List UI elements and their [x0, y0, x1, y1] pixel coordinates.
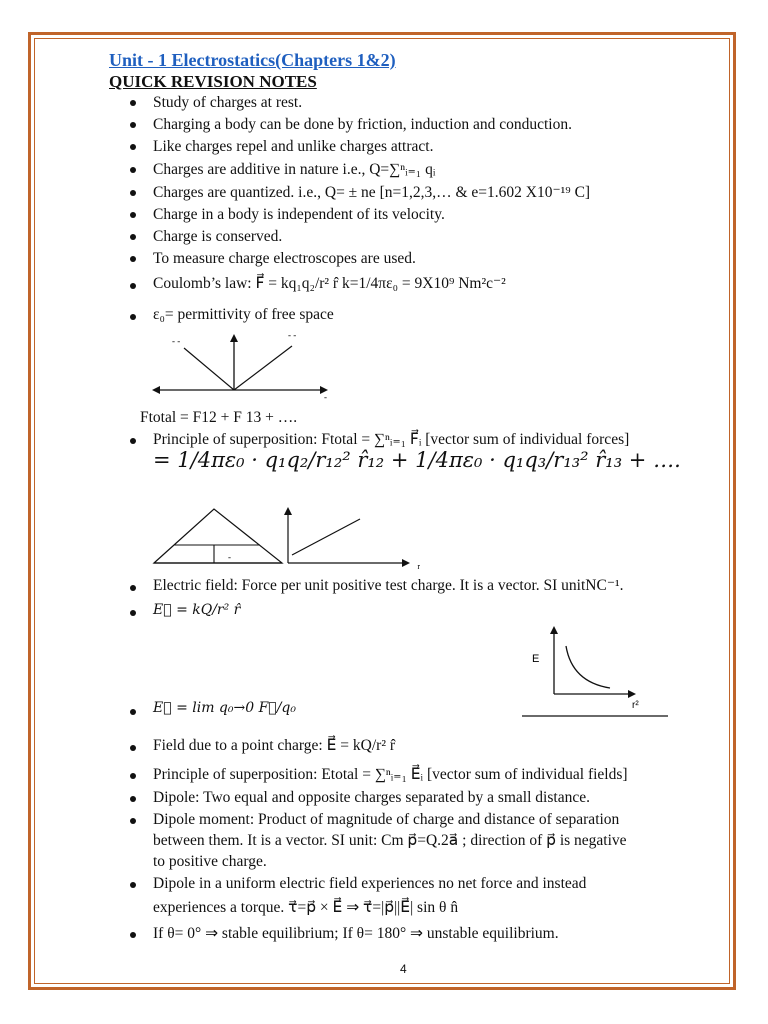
note-additive-charges: Charges are additive in nature i.e., Q=∑ⁿᵢ₌₁ qᵢ [153, 161, 436, 178]
superposition-expansion: = 1/4πε₀ · q₁q₂/r₁₂² r̂₁₂ + 1/4πε₀ · q₁q₃/r₁₃² r̂₁₃ + …. [153, 448, 681, 472]
note-dipole-torque: Dipole in a uniform electric field experiences no net force and instead [153, 875, 587, 892]
note-permittivity: ε₀= permittivity of free space [153, 306, 334, 323]
bullet-marker [130, 190, 136, 196]
bullet-marker [130, 283, 136, 289]
note-superposition-fields: Principle of superposition: Etotal = ∑ⁿᵢ₌₁ E⃗ᵢ [vector sum of individual fields] [153, 766, 628, 783]
bullet-marker [130, 610, 136, 616]
bullet-marker [130, 212, 136, 218]
bullet-marker [130, 585, 136, 591]
note-dipole: Dipole: Two equal and opposite charges separated by a small distance. [153, 789, 590, 806]
note-conservation: Charge is conserved. [153, 228, 283, 245]
note-charging-methods: Charging a body can be done by friction, induction and conduction. [153, 116, 572, 133]
note-superposition-forces: Principle of superposition: Ftotal = ∑ⁿᵢ₌₁ F⃗ᵢ [vector sum of individual forces] [153, 431, 630, 448]
unit-title[interactable]: Unit - 1 Electrostatics(Chapters 1&2) [109, 50, 396, 70]
bullet-marker [130, 745, 136, 751]
bullet-marker [130, 796, 136, 802]
bullet-marker [130, 882, 136, 888]
note-velocity-independence: Charge in a body is independent of its velocity. [153, 206, 445, 223]
field-vs-r2-graph [520, 624, 670, 720]
field-limit-formula: E⃗ = lim q₀→0 F⃗/q₀ [153, 700, 297, 716]
note-dipole-moment-end: to positive charge. [153, 853, 267, 870]
note-dipole-moment: Dipole moment: Product of magnitude of charge and distance of separation [153, 811, 620, 828]
graph-y-label: E [532, 653, 540, 665]
bullet-marker [130, 932, 136, 938]
note-electroscopes: To measure charge electroscopes are used. [153, 250, 416, 267]
note-equilibrium: If θ= 0° ⇒ stable equilibrium; If θ= 180° ⇒ unstable equilibrium. [153, 925, 559, 942]
svg-text:- -: - - [288, 332, 297, 340]
bullet-marker [130, 709, 136, 715]
bullet-marker [130, 122, 136, 128]
bullet-marker [130, 144, 136, 150]
bullet-marker [130, 773, 136, 779]
note-dipole-moment-cont: between them. It is a vector. SI unit: Cm p⃗=Q.2a⃗ ; direction of p⃗ is negative [153, 832, 627, 849]
graph-x-label: r² [632, 700, 639, 711]
bullet-marker [130, 167, 136, 173]
bullet-marker [130, 234, 136, 240]
triangle-diagram [150, 505, 420, 570]
note-electric-field: Electric field: Force per unit positive test charge. It is a vector. SI unitNC⁻¹. [153, 577, 624, 594]
note-charges-at-rest: Study of charges at rest. [153, 94, 303, 111]
note-point-charge-field: Field due to a point charge: E⃗ = kQ/r² r̂ [153, 737, 395, 754]
svg-text:-: - [324, 392, 327, 402]
field-formula: E⃗ = kQ/r² r̂ [153, 602, 241, 618]
note-torque-formula: experiences a torque. τ⃗=p⃗ × E⃗ ⇒ τ⃗=|p⃗||E⃗| sin θ n̂ [153, 899, 459, 916]
note-like-charges: Like charges repel and unlike charges attract. [153, 138, 434, 155]
bullet-marker [130, 256, 136, 262]
bullet-marker [130, 100, 136, 106]
note-quantized-charges: Charges are quantized. i.e., Q= ± ne [n=1,2,3,… & e=1.602 X10⁻¹⁹ C] [153, 184, 591, 201]
svg-text:-: - [228, 552, 231, 562]
bullet-marker [130, 438, 136, 444]
force-diagram [150, 332, 340, 402]
svg-text:- -: - - [172, 336, 181, 346]
notes-heading: QUICK REVISION NOTES [109, 72, 317, 91]
page-number: 4 [400, 962, 407, 976]
ftotal-equation: Ftotal = F12 + F 13 + …. [140, 409, 298, 426]
svg-text:r: r [417, 562, 420, 570]
bullet-marker [130, 314, 136, 320]
bullet-marker [130, 818, 136, 824]
note-coulombs-law: Coulomb’s law: F⃗ = kq₁q₂/r² r̂ k=1/4πε₀ = 9X10⁹ Nm²c⁻² [153, 275, 506, 292]
